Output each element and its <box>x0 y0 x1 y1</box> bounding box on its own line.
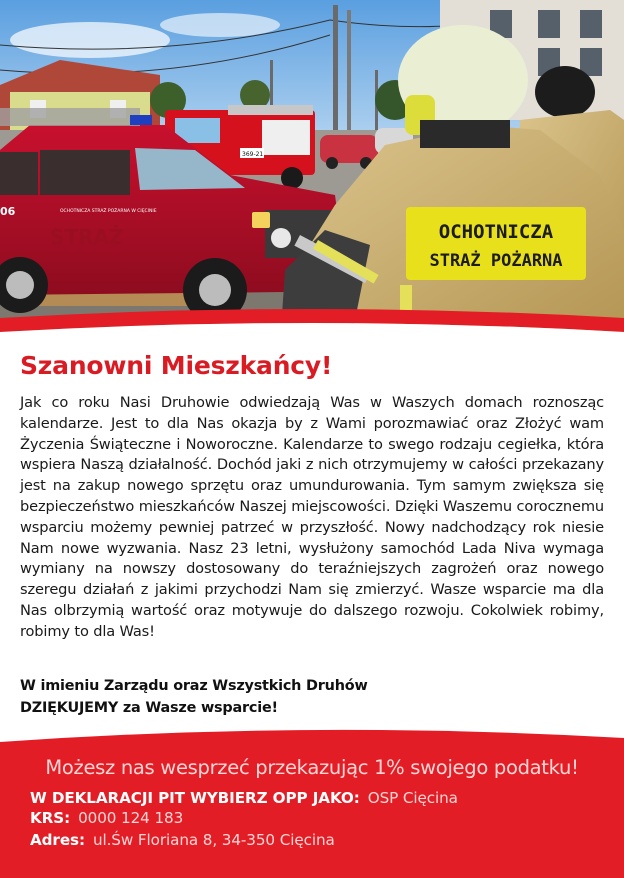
pit-row <box>30 789 458 807</box>
letter-body: Jak co roku Nasi Druhowie odwiedzają Was w Waszych domach roznosząc kalendarze. Jest to dla Nas okazja by z Wami porozmawiać oraz Złożyć wam Życzenia Świąteczne i Noworoczne. Kalendarze to swego rodzaju cegiełka, która wspiera Naszą działalność. Dochód jaki z nich otrzymujemy w całości przekazany jest na zakup nowego sprzętu oraz umundurowania. Tym samym zwiększa się bezpieczeństwo mieszkańców Naszej miejscowości. Dzięki Waszemu corocznemu wsparciu możemy pewniej patrzeć w przyszłość. Nowy nadchodzący rok niesie Nam nowe wyzwania. Nasz 23 letni, wysłużony samochód Lada Niva wymaga wymiany na nowszy dostosowany do teraźniejszych zagrożeń oraz nowego szeregu działań z jakimi przychodzi Nam się zmierzyć. Wasze wsparcie ma dla Nas olbrzymią wartość oraz motywuje do dalszego rozwoju. Cokolwiek robimy, robimy to dla Was! <box>20 394 604 640</box>
address-row <box>30 831 335 849</box>
pit-value: OSP Cięcina <box>367 789 458 807</box>
door-text: STRAŻ <box>50 225 124 249</box>
vest-line-2: STRAŻ POŻARNA <box>429 251 563 271</box>
car-number: 06 <box>0 205 16 218</box>
hero-photo <box>0 0 624 345</box>
krs-row <box>30 809 183 827</box>
thanks-block <box>20 675 368 719</box>
address-value: ul.Św Floriana 8, 34-350 Cięcina <box>92 831 335 849</box>
vest-line-1: OCHOTNICZA <box>438 221 554 243</box>
pit-label: W DEKLARACJI PIT WYBIERZ OPP JAKO: <box>30 789 360 807</box>
letter-headline: Szanowni Mieszkańcy! <box>20 351 333 380</box>
door-small-text: OCHOTNICZA STRAŻ POŻARNA W CIĘCINIE <box>60 209 157 214</box>
tax-donation-line: Możesz nas wesprzeć przekazując 1% swojego podatku! <box>45 756 579 779</box>
truck-number: 369-21 <box>242 151 264 158</box>
address-label: Adres: <box>30 831 85 849</box>
thanks-line-1: W imieniu Zarządu oraz Wszystkich Druhów <box>20 678 368 694</box>
krs-label: KRS: <box>30 809 71 827</box>
footer-band <box>0 720 624 878</box>
thanks-line-2: DZIĘKUJEMY za Wasze wsparcie! <box>20 700 278 716</box>
krs-value: 0000 124 183 <box>78 809 184 827</box>
